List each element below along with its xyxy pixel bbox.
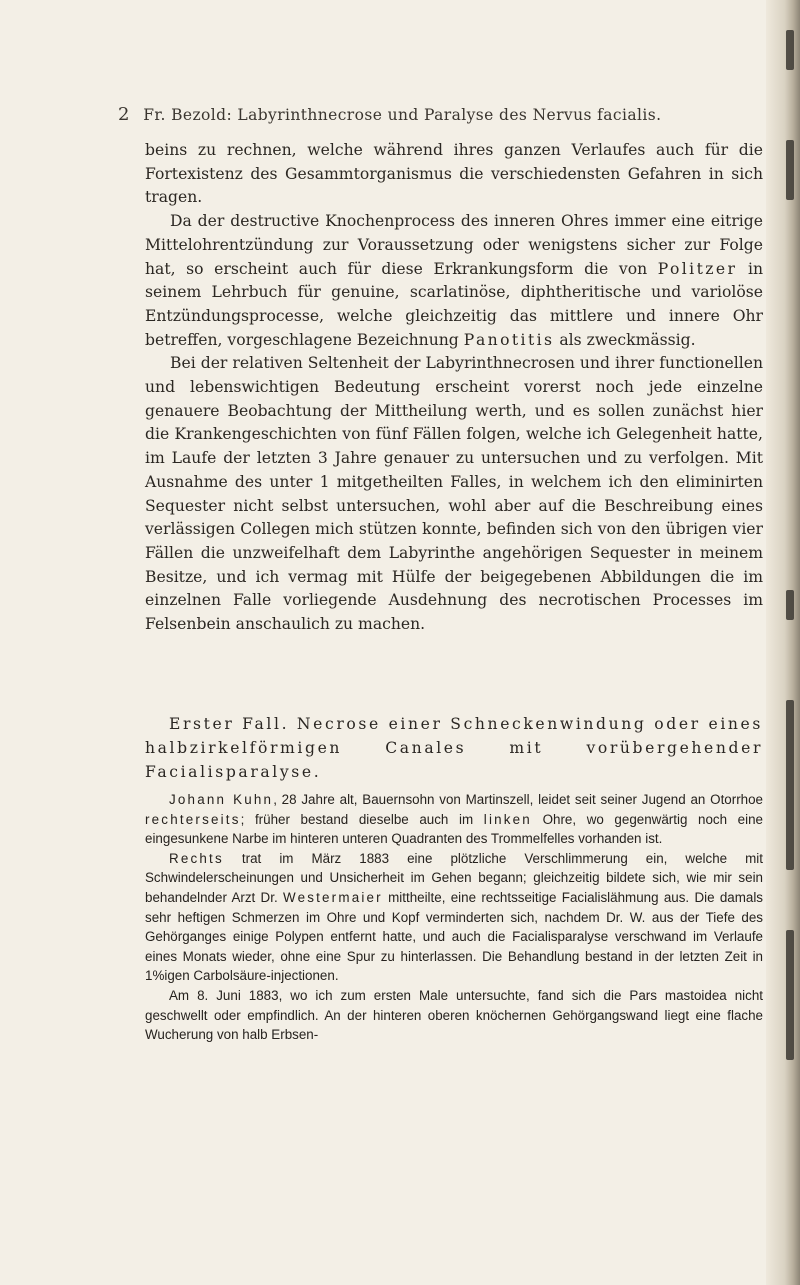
patient-name: Johann Kuhn [169,792,274,807]
edge-mark [786,30,794,70]
edge-mark [786,700,794,870]
text-run: ; früher bestand dieselbe auch im [240,811,484,827]
case-section [145,712,763,784]
paragraph-panotitis [145,210,763,352]
text-run: in seinem Lehrbuch für genuine, scarlatinöse, diphtheritische und variolöse Entzündungsprocesse, welche gleichzeitig das mittlere und innere Ohr betreffen, vorgeschlagene Bezeichnung [145,259,763,349]
edge-mark [786,930,794,1060]
body-text [145,139,763,637]
case-paragraph-course [145,849,763,986]
page-edge-shadow [766,0,800,1285]
edge-mark [786,590,794,620]
emphasis-linken: linken [483,811,532,827]
edge-mark [786,140,794,200]
case-paragraph-examination: Am 8. Juni 1883, wo ich zum ersten Male untersuchte, fand sich die Pars mastoidea nicht geschwellt oder empfindlich. An der hinteren oberen knöchernen Gehörgangswand liegt eine flache Wucherung von halb Erbsen- [145,987,763,1043]
doctor-name: Westermaier [282,889,383,905]
author-name-politzer: Politzer [657,259,738,278]
page-number: 2 [118,104,130,125]
running-header [118,104,661,125]
term-panotitis: Panotitis [463,330,555,349]
text-run: Ohre, wo gegenwärtig noch eine eingesunkene Narbe im hinteren unteren Quadranten des Trommelfelles vorhanden ist. [145,811,763,847]
case-paragraph-history [145,790,763,849]
paragraph-cases-intro: Bei der relativen Seltenheit der Labyrinthnecrosen und ihrer functionellen und lebenswichtigen Bedeutung erscheint vorerst noch jede einzelne genauere Beobachtung der Mittheilung werth, und es sollen zunächst hier die Krankengeschichten von fünf Fällen folgen, welche ich Gelegenheit hatte, im Laufe der letzten 3 Jahre genauer zu untersuchen und zu verfolgen. Mit Ausnahme des unter 1 mitgetheilten Falles, in welchem ich den eliminirten Sequester nicht selbst untersuchen, wohl aber auf die Beschreibung eines verlässigen Collegen mich stützen konnte, befinden sich von den übrigen vier Fällen die unzweifelhaft dem Labyrinthe angehörigen Sequester in meinem Besitze, und ich vermag mit Hülfe der beigegebenen Abbildungen die im einzelnen Falle vorliegende Ausdehnung des necrotischen Processes im Felsenbein anschaulich zu machen. [145,354,763,634]
emphasis-rechts: Rechts [169,850,224,866]
text-run: , 28 Jahre alt, Bauernsohn von Martinszell, leidet seit seiner Jugend an Otorrhoe [273,792,763,807]
text-run: Da der destructive Knochenprocess des inneren Ohres immer eine eitrige Mittelohrentzündung zur Voraussetzung oder wenigstens sicher zur Folge hat, so erscheint auch für diese Erkrankungsform die von [145,212,763,278]
emphasis-rechterseits: rechterseits [145,811,241,827]
case-report [145,790,763,1045]
text-run: als zweckmässig. [554,330,696,349]
running-title: Fr. Bezold: Labyrinthnecrose und Paralyse des Nervus facialis. [143,106,662,124]
text-run: trat im März 1883 eine plötzliche Verschlimmerung ein, welche mit Schwindelerscheinungen und Unsicherheit im Gehen begann; gleichzeitig bildete sich, wie mir sein behandelnder Arzt Dr. [145,850,763,905]
paragraph-continuation: beins zu rechnen, welche während ihres ganzen Verlaufes auch für die Fortexistenz des Gesammtorganismus die verschiedensten Gefahren in sich tragen. [145,141,763,207]
case-heading: Erster Fall. Necrose einer Schneckenwindung oder eines halbzirkelförmigen Canales mit vorübergehender Facialisparalyse. [145,715,763,781]
text-run: mittheilte, eine rechtsseitige Facialislähmung aus. Die damals sehr heftigen Schmerzen im Ohre und Kopf verminderten sich, nachdem Dr. W. aus der Tiefe des Gehörganges einige Polypen entfernt hatte, und auch die Facialisparalyse verschwand im Verlaufe eines Monats wieder, ohne eine Spur zu hinterlassen. Die Behandlung bestand in der letzten Zeit in 1%igen Carbolsäure-injectionen. [145,889,763,984]
